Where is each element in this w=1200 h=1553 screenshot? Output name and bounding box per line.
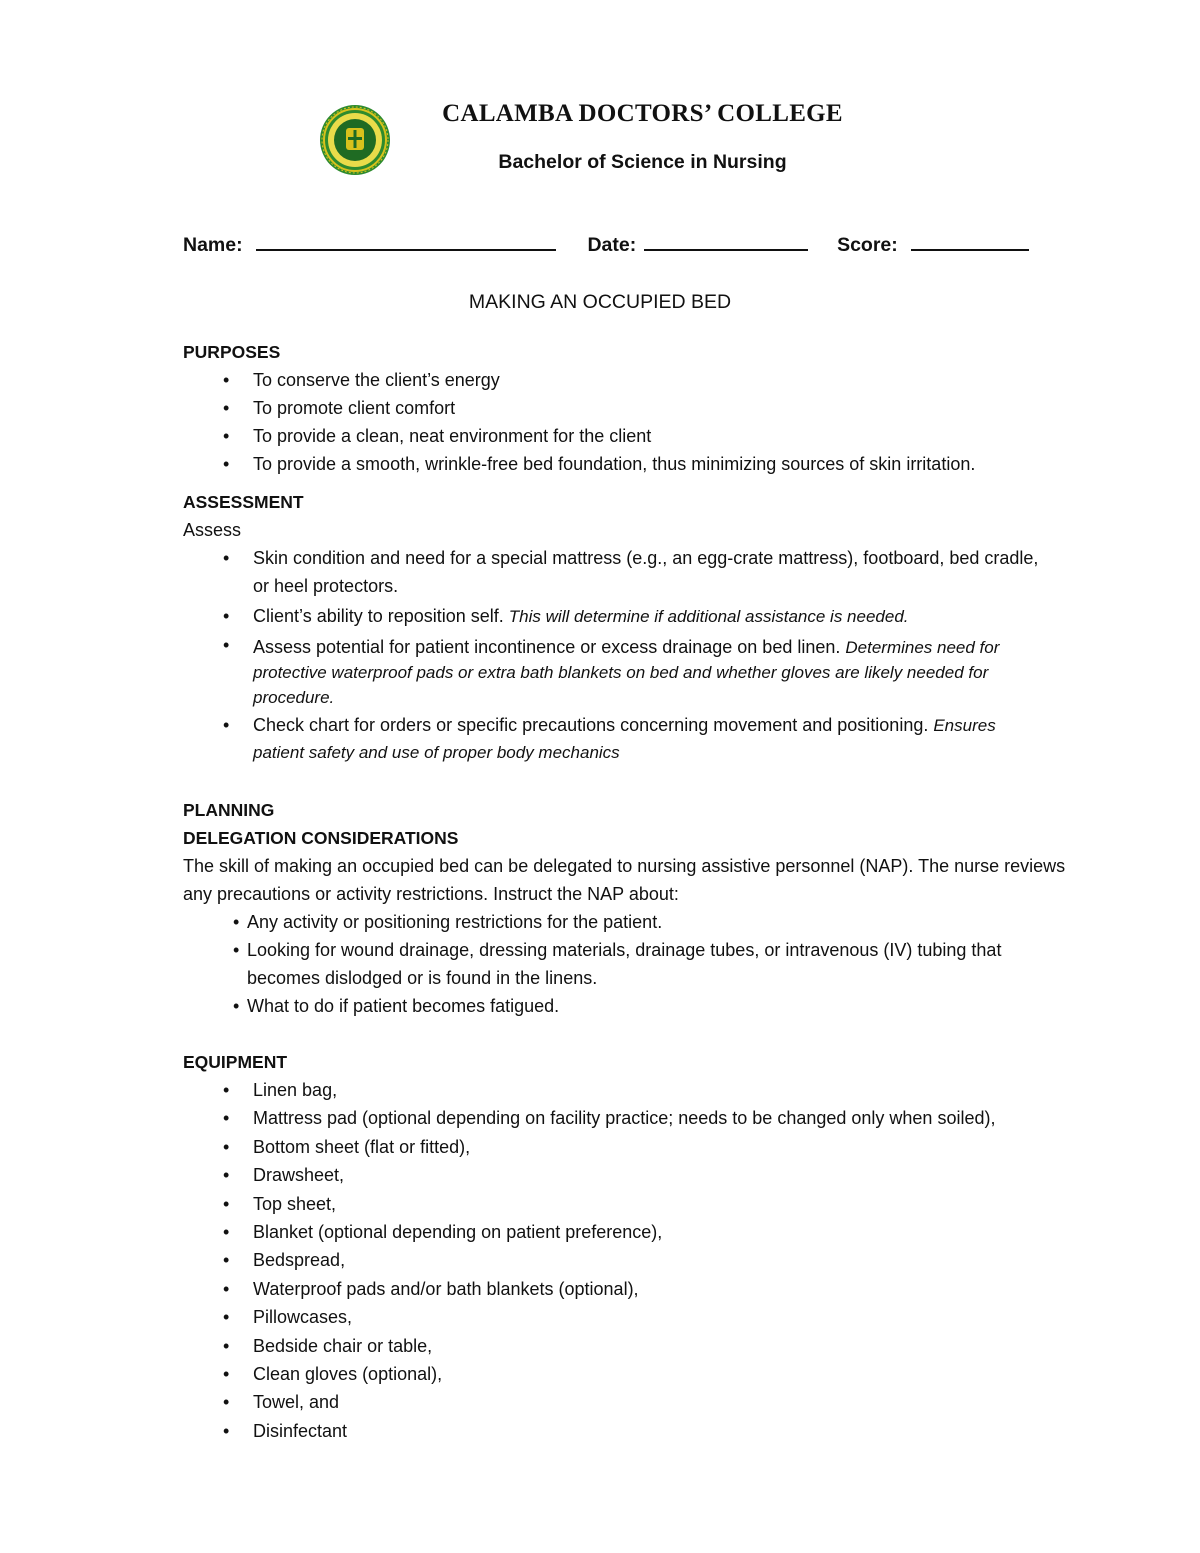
rationale: Ensures patient safety and use of proper body mechanics [253,716,996,762]
planning-heading: PLANNING [183,800,275,820]
list-item: • Pillowcases, [183,1303,1083,1331]
list-item: • To provide a smooth, wrinkle-free bed foundation, thus minimizing sources of skin irritation. [183,450,1083,478]
college-name: CALAMBA DOCTORS’ COLLEGE [442,100,843,127]
delegation-intro: The skill of making an occupied bed can be delegated to nursing assistive personnel (NAP). The nurse reviews any precautions or activity restrictions. Instruct the NAP about: [183,856,1066,904]
assessment-heading: ASSESSMENT [183,492,304,512]
score-field[interactable] [911,229,1029,251]
rationale: Determines need for protective waterproof pads or extra bath blankets on bed and whether gloves are likely needed for procedure. [253,638,1000,707]
list-item: • Towel, and [183,1388,1083,1416]
list-item: • Mattress pad (optional depending on facility practice; needs to be changed only when soiled), [183,1104,1083,1132]
date-field[interactable] [644,229,808,251]
list-item: • What to do if patient becomes fatigued. [233,996,560,1016]
assessment-subheading: Assess [183,520,242,540]
list-item: • Bedspread, [183,1246,1083,1274]
list-item: • Clean gloves (optional), [183,1360,1083,1388]
name-field[interactable] [256,229,556,251]
list-item: • Linen bag, [183,1076,1083,1104]
document-title: MAKING AN OCCUPIED BED [468,291,732,313]
list-item: • Client’s ability to reposition self. This will determine if additional assistance is needed. [183,602,1083,631]
equipment-list [183,1076,1083,1445]
list-item: • Waterproof pads and/or bath blankets (optional), [183,1275,1083,1303]
purposes-heading: PURPOSES [183,342,281,362]
date-label: Date: [587,234,637,256]
assessment-list [183,544,1083,766]
name-label: Name: [183,234,243,256]
delegation-heading: DELEGATION CONSIDERATIONS [183,828,459,848]
list-item: • Bedside chair or table, [183,1332,1083,1360]
list-item: • Assess potential for patient incontinence or excess drainage on bed linen. Determines need for protective waterproof pads or extra bath blankets on bed and whether gloves are likely needed for procedure. [183,633,1083,710]
document-body [183,338,1083,1445]
list-item: • Drawsheet, [183,1161,1083,1189]
list-item: • Blanket (optional depending on patient preference), [183,1218,1083,1246]
list-item: • Bottom sheet (flat or fitted), [183,1133,1083,1161]
rationale: This will determine if additional assistance is needed. [508,607,909,626]
list-item: • Any activity or positioning restrictions for the patient. [233,912,663,932]
score-label: Score: [837,234,898,256]
list-item: • Disinfectant [183,1417,1083,1445]
list-item: • To promote client comfort [183,394,1083,422]
list-item: • Check chart for orders or specific precautions concerning movement and positioning. Ensures patient safety and use of proper body mechanics [183,712,1083,766]
purposes-list [183,366,1083,478]
program-name: Bachelor of Science in Nursing [498,151,787,173]
list-item: • To provide a clean, neat environment for the client [183,422,1083,450]
student-fields [183,229,1029,257]
delegation-list [183,908,1083,1020]
list-item: • To conserve the client’s energy [183,366,1083,394]
equipment-heading: EQUIPMENT [183,1052,288,1072]
list-item: • Skin condition and need for a special mattress (e.g., an egg-crate mattress), footboard, bed cradle, or heel protectors. [183,544,1083,600]
list-item: • Top sheet, [183,1190,1083,1218]
list-item: • Looking for wound drainage, dressing materials, drainage tubes, or intravenous (IV) tubing that becomes dislodged or is found in the linens. [233,940,1002,988]
